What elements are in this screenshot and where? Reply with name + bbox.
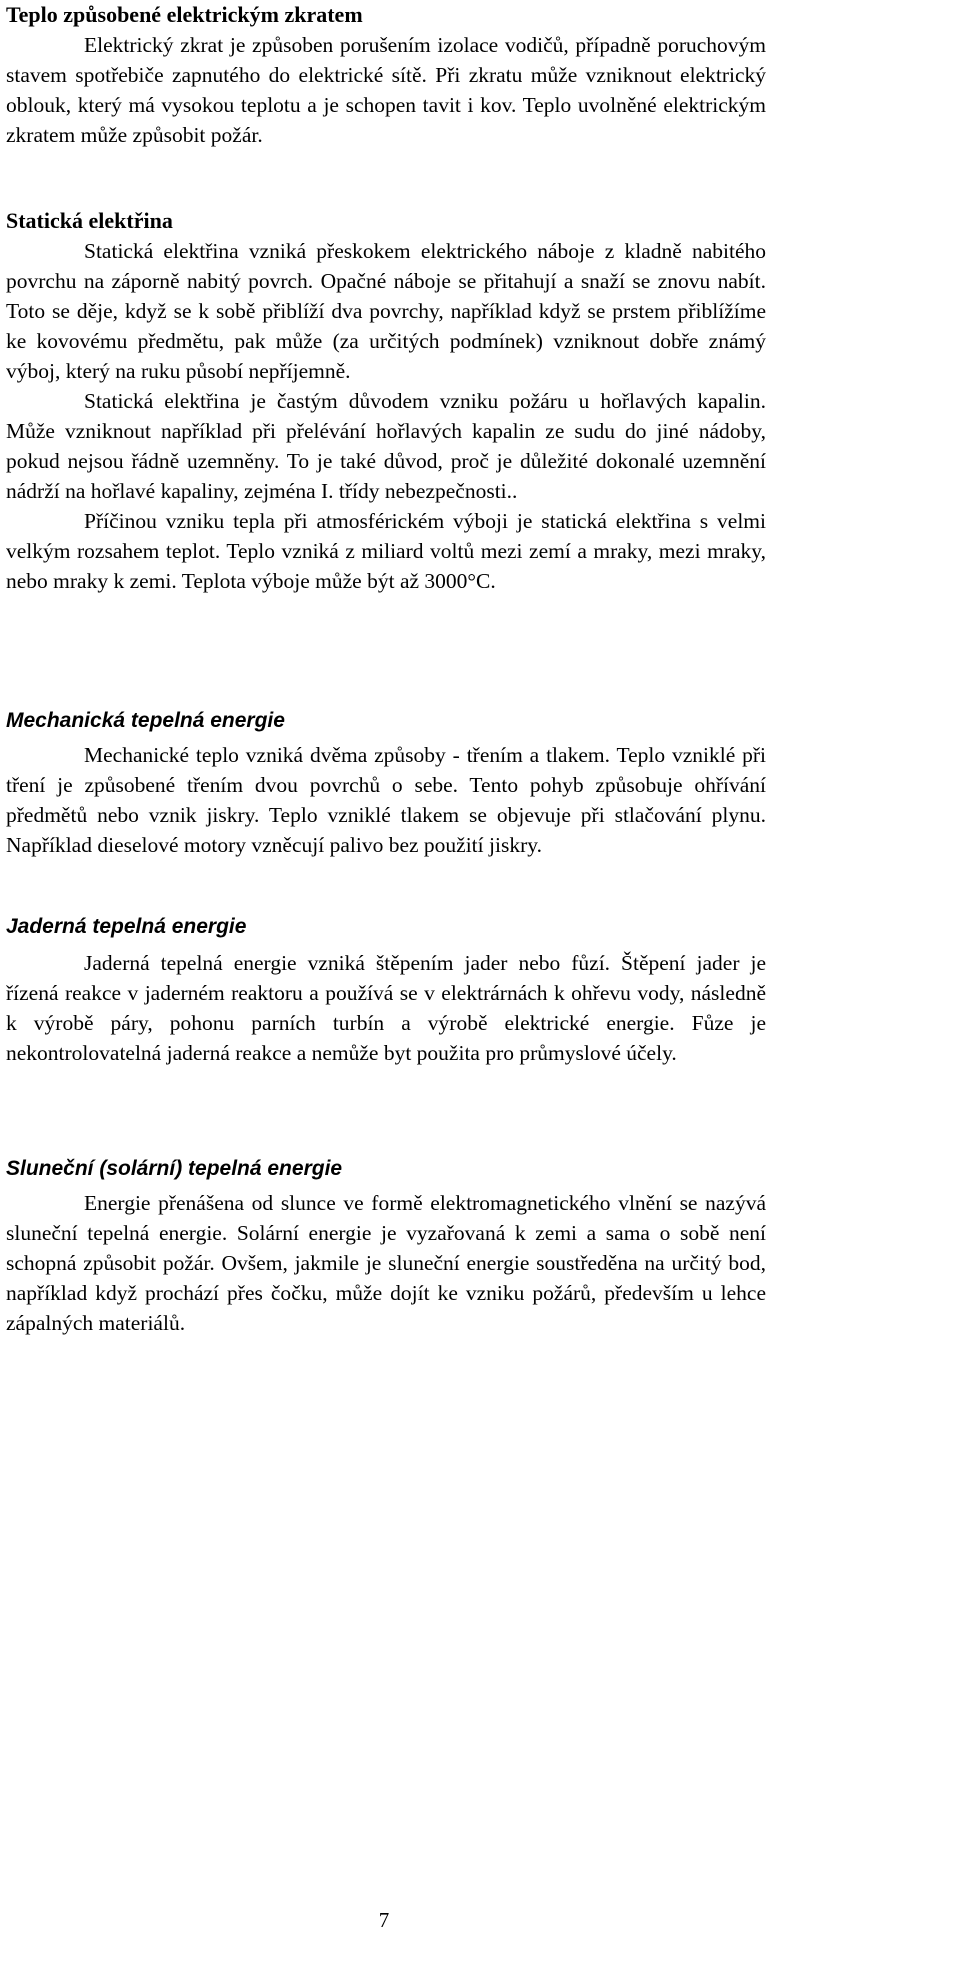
heading-solar: Sluneční (solární) tepelná energie	[6, 1157, 343, 1180]
heading-nuclear: Jaderná tepelná energie	[6, 915, 247, 938]
paragraph: Elektrický zkrat je způsoben porušením izolace vodičů, případně poruchovým stavem spotřebiče zapnutého do elektrické sítě. Při zkratu může vzniknout elektrický oblouk, který má vysokou teplotu a je schopen tavit i kov. Teplo uvolněné elektrickým zkratem může způsobit požár.	[6, 33, 766, 147]
paragraph: Mechanické teplo vzniká dvěma způsoby - třením a tlakem. Teplo vzniklé při tření je způsobené třením dvou povrchů o sebe. Tento pohyb způsobuje ohřívání předmětů nebo vznik jiskry. Teplo vzniklé tlakem se objevuje při stlačování plynu. Například dieselové motory vzněcují palivo bez použití jiskry.	[6, 743, 766, 857]
section-mechanical-body	[6, 740, 766, 860]
page-number: 7	[378, 1908, 390, 1932]
paragraph: Statická elektřina je častým důvodem vzniku požáru u hořlavých kapalin. Může vzniknout například při přelévání hořlavých kapalin ze sudu do jiné nádoby, pokud nejsou řádně uzemněny. To je také důvod, proč je důležité dokonalé uzemnění nádrží na hořlavé kapaliny, zejména I. třídy nebezpečnosti..	[6, 389, 766, 503]
heading-short-circuit: Teplo způsobené elektrickým zkratem	[6, 2, 363, 27]
section-solar-body	[6, 1188, 766, 1338]
heading-mechanical: Mechanická tepelná energie	[6, 709, 285, 732]
section-short-circuit-body	[6, 30, 766, 150]
section-nuclear-body	[6, 948, 766, 1068]
paragraph: Energie přenášena od slunce ve formě elektromagnetického vlnění se nazývá sluneční tepelná energie. Solární energie je vyzařovaná k zemi a sama o sobě není schopná způsobit požár. Ovšem, jakmile je sluneční energie soustředěna na určitý bod, například když prochází přes čočku, může dojít ke vzniku požárů, především u lehce zápalných materiálů.	[6, 1191, 766, 1335]
paragraph: Příčinou vzniku tepla při atmosférickém výboji je statická elektřina s velmi velkým rozsahem teplot. Teplo vzniká z miliard voltů mezi zemí a mraky, mezi mraky, nebo mraky k zemi. Teplota výboje může být až 3000°C.	[6, 509, 766, 593]
section-static-electricity-body	[6, 236, 766, 596]
heading-static-electricity: Statická elektřina	[6, 208, 173, 233]
paragraph: Statická elektřina vzniká přeskokem elektrického náboje z kladně nabitého povrchu na záporně nabitý povrch. Opačné náboje se přitahují a snaží se znovu nabít. Toto se děje, když se k sobě přiblíží dva povrchy, například když se prstem přiblížíme ke kovovému předmětu, pak může (za určitých podmínek) vzniknout dobře známý výboj, který na ruku působí nepříjemně.	[6, 239, 766, 383]
paragraph: Jaderná tepelná energie vzniká štěpením jader nebo fůzí. Štěpení jader je řízená reakce v jaderném reaktoru a používá se v elektrárnách k ohřevu vody, následně k výrobě páry, pohonu parních turbín a výrobě elektrické energie. Fůze je nekontrolovatelná jaderná reakce a nemůže byt použita pro průmyslové účely.	[6, 951, 766, 1065]
